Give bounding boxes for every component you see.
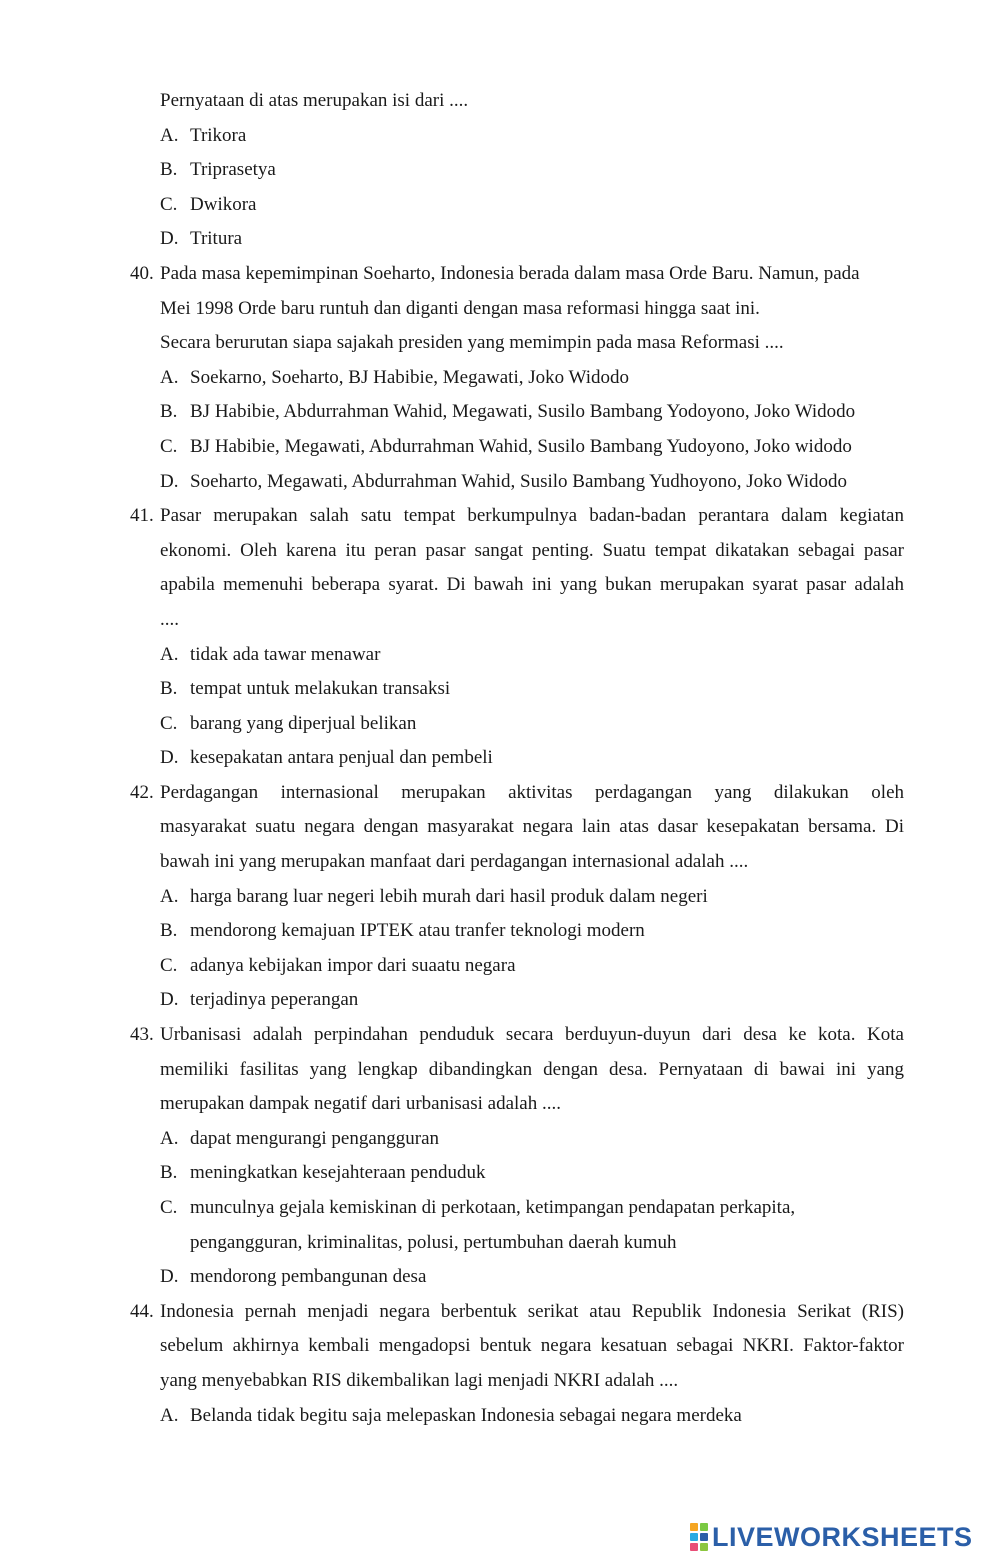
question-stem-line bbox=[0, 845, 999, 880]
question-stem-line bbox=[0, 1087, 999, 1122]
question-43 bbox=[0, 1018, 999, 1053]
answer-option[interactable] bbox=[0, 914, 999, 949]
option-text: terjadinya peperangan bbox=[190, 989, 359, 1011]
option-text: mendorong pembangunan desa bbox=[190, 1266, 427, 1288]
question-stem-line bbox=[0, 1329, 999, 1364]
option-text: Tritura bbox=[190, 228, 243, 250]
option-letter: B. bbox=[160, 159, 178, 181]
option-letter: A. bbox=[160, 124, 179, 146]
option-text: kesepakatan antara penjual dan pembeli bbox=[190, 747, 493, 769]
question-number: 44. bbox=[130, 1300, 154, 1322]
answer-option[interactable] bbox=[0, 119, 999, 154]
option-text: Belanda tidak begitu saja melepaskan Indonesia sebagai negara merdeka bbox=[190, 1404, 742, 1426]
question-stem-text: ekonomi. Oleh karena itu peran pasar sangat penting. Suatu tempat dikatakan sebagai pasar bbox=[160, 539, 904, 561]
question-40 bbox=[0, 257, 999, 292]
question-stem-line bbox=[0, 603, 999, 638]
option-text: adanya kebijakan impor dari suaatu negara bbox=[190, 954, 516, 976]
question-44 bbox=[0, 1295, 999, 1330]
option-text: BJ Habibie, Abdurrahman Wahid, Megawati, Susilo Bambang Yodoyono, Joko Widodo bbox=[190, 401, 856, 423]
option-letter: A. bbox=[160, 366, 179, 388]
option-letter: C. bbox=[160, 435, 178, 457]
option-letter: D. bbox=[160, 1266, 179, 1288]
question-number: 43. bbox=[130, 1024, 154, 1046]
option-letter: D. bbox=[160, 989, 179, 1011]
option-letter: B. bbox=[160, 401, 178, 423]
option-text: Triprasetya bbox=[190, 159, 276, 181]
question-41 bbox=[0, 499, 999, 534]
question-number: 41. bbox=[130, 505, 154, 527]
answer-option[interactable] bbox=[0, 1156, 999, 1191]
option-letter: A. bbox=[160, 1127, 179, 1149]
answer-option[interactable] bbox=[0, 672, 999, 707]
option-letter: D. bbox=[160, 228, 179, 250]
option-text: tempat untuk melakukan transaksi bbox=[190, 678, 451, 700]
option-text: tidak ada tawar menawar bbox=[190, 643, 381, 665]
question-stem-line bbox=[0, 1364, 999, 1399]
option-text: BJ Habibie, Megawati, Abdurrahman Wahid, Susilo Bambang Yudoyono, Joko widodo bbox=[190, 435, 852, 457]
question-stem-line bbox=[0, 534, 999, 569]
answer-option-continuation bbox=[0, 1226, 999, 1261]
answer-option[interactable] bbox=[0, 465, 999, 500]
option-text: Trikora bbox=[190, 124, 247, 146]
option-letter: A. bbox=[160, 1404, 179, 1426]
option-text: dapat mengurangi pengangguran bbox=[190, 1127, 440, 1149]
answer-option[interactable] bbox=[0, 741, 999, 776]
option-text: mendorong kemajuan IPTEK atau tranfer teknologi modern bbox=[190, 920, 645, 942]
option-text: harga barang luar negeri lebih murah dari hasil produk dalam negeri bbox=[190, 885, 708, 907]
option-text: Soeharto, Megawati, Abdurrahman Wahid, Susilo Bambang Yudhoyono, Joko Widodo bbox=[190, 470, 848, 492]
liveworksheets-branding[interactable] bbox=[690, 1521, 973, 1553]
option-letter: B. bbox=[160, 678, 178, 700]
option-letter: C. bbox=[160, 1197, 178, 1218]
option-text: Soekarno, Soeharto, BJ Habibie, Megawati, Joko Widodo bbox=[190, 366, 629, 388]
question-stem-text: sebelum akhirnya kembali mengadopsi bentuk negara kesatuan sebagai NKRI. Faktor-faktor bbox=[160, 1335, 904, 1357]
question-stem-line bbox=[0, 1053, 999, 1088]
option-letter: B. bbox=[160, 1162, 178, 1184]
question-stem-text: memiliki fasilitas yang lengkap dibandingkan dengan desa. Pernyataan di bawai ini yang bbox=[160, 1058, 904, 1080]
option-letter: C. bbox=[160, 193, 178, 215]
answer-option[interactable] bbox=[0, 430, 999, 465]
answer-option[interactable] bbox=[0, 638, 999, 673]
question-stem-text: apabila memenuhi beberapa syarat. Di bawah ini yang bukan merupakan syarat pasar adalah bbox=[160, 574, 904, 596]
question-stem-line: Pasar merupakan salah satu tempat berkumpulnya badan-badan perantara dalam kegiatan bbox=[160, 505, 904, 527]
answer-option[interactable] bbox=[0, 222, 999, 257]
option-text-continuation: pengangguran, kriminalitas, polusi, pertumbuhan daerah kumuh bbox=[190, 1231, 677, 1253]
answer-option[interactable] bbox=[0, 1399, 999, 1434]
liveworksheets-logo-icon bbox=[690, 1523, 708, 1551]
answer-option[interactable] bbox=[0, 707, 999, 742]
option-letter: C. bbox=[160, 954, 178, 976]
question-stem-line bbox=[0, 568, 999, 603]
option-letter: D. bbox=[160, 747, 179, 769]
answer-option[interactable] bbox=[0, 395, 999, 430]
question-stem-text: merupakan dampak negatif dari urbanisasi adalah .... bbox=[160, 1093, 561, 1115]
question-number: 42. bbox=[130, 781, 154, 803]
option-text: munculnya gejala kemiskinan di perkotaan, ketimpangan pendapatan perkapita, bbox=[190, 1197, 796, 1218]
worksheet-page bbox=[0, 84, 999, 1433]
intro-stem: Pernyataan di atas merupakan isi dari .... bbox=[160, 90, 469, 111]
option-text: Dwikora bbox=[190, 193, 257, 215]
question-stem-line bbox=[0, 810, 999, 845]
option-letter: C. bbox=[160, 712, 178, 734]
question-stem-text: Secara berurutan siapa sajakah presiden yang memimpin pada masa Reformasi .... bbox=[160, 332, 784, 354]
answer-option[interactable] bbox=[0, 1191, 999, 1226]
option-letter: D. bbox=[160, 470, 179, 492]
question-stem-line: Indonesia pernah menjadi negara berbentuk serikat atau Republik Indonesia Serikat (RIS) bbox=[160, 1300, 904, 1322]
option-letter: A. bbox=[160, 643, 179, 665]
question-stem-line: Perdagangan internasional merupakan aktivitas perdagangan yang dilakukan oleh bbox=[160, 781, 904, 803]
question-stem-text: yang menyebabkan RIS dikembalikan lagi menjadi NKRI adalah .... bbox=[160, 1369, 679, 1391]
answer-option[interactable] bbox=[0, 188, 999, 223]
question-42 bbox=[0, 776, 999, 811]
answer-option[interactable] bbox=[0, 949, 999, 984]
question-stem-text: bawah ini yang merupakan manfaat dari perdagangan internasional adalah .... bbox=[160, 851, 749, 873]
question-stem-text: Mei 1998 Orde baru runtuh dan diganti dengan masa reformasi hingga saat ini. bbox=[160, 297, 760, 319]
answer-option[interactable] bbox=[0, 983, 999, 1018]
question-stem-line bbox=[0, 326, 999, 361]
question-number: 40. bbox=[130, 262, 154, 284]
option-text: barang yang diperjual belikan bbox=[190, 712, 417, 734]
question-stem-text: .... bbox=[160, 608, 179, 630]
question-stem-line: Pada masa kepemimpinan Soeharto, Indonesia berada dalam masa Orde Baru. Namun, pada bbox=[160, 262, 860, 284]
brand-name: LIVEWORKSHEETS bbox=[712, 1521, 973, 1552]
question-stem-line bbox=[0, 84, 999, 119]
question-stem-text: masyarakat suatu negara dengan masyarakat negara lain atas dasar kesepakatan bersama. Di bbox=[160, 816, 904, 838]
answer-option[interactable] bbox=[0, 1122, 999, 1157]
answer-option[interactable] bbox=[0, 1260, 999, 1295]
answer-option[interactable] bbox=[0, 361, 999, 396]
option-letter: B. bbox=[160, 920, 178, 942]
answer-option[interactable] bbox=[0, 153, 999, 188]
question-stem-line bbox=[0, 292, 999, 327]
option-letter: A. bbox=[160, 885, 179, 907]
option-text: meningkatkan kesejahteraan penduduk bbox=[190, 1162, 486, 1184]
question-stem-line: Urbanisasi adalah perpindahan penduduk secara berduyun-duyun dari desa ke kota. Kota bbox=[160, 1024, 904, 1046]
answer-option[interactable] bbox=[0, 880, 999, 915]
